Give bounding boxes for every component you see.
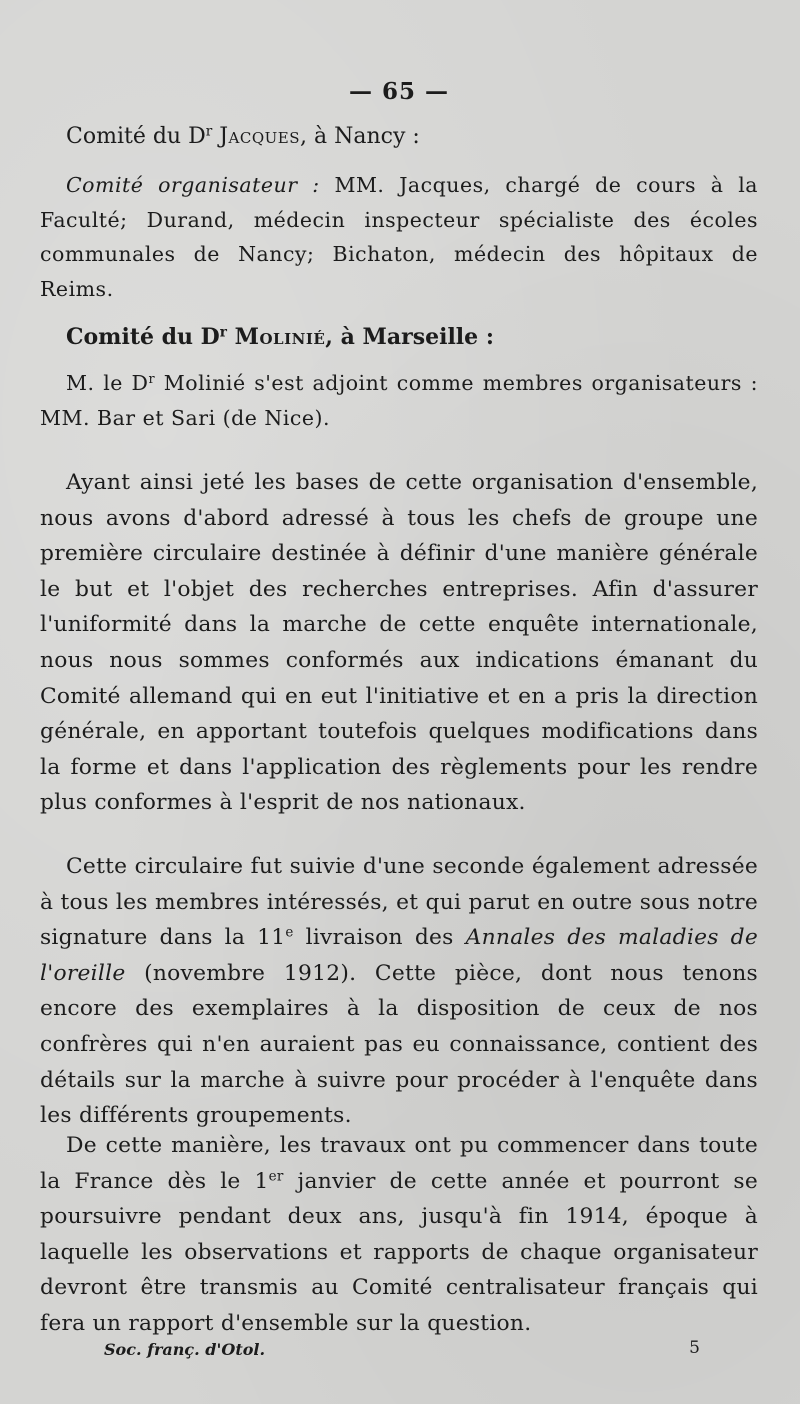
superscript: r [148,371,156,387]
paragraph-text: MM. Jacques, chargé de cours à la Faculté; Durand, médecin inspecteur spécialiste des écoles communales de Nancy; Bichaton, médecin des hôpitaux de Reims. [40,173,758,301]
paragraph-circulaire [40,849,758,1134]
title-superscript: r [205,123,213,140]
journal-title: Annales des maladies de l'oreille [40,925,758,986]
paragraph-organisation [40,465,758,821]
title-location: , à Marseille : [325,324,494,350]
footer-sheet-number: 5 [689,1338,700,1358]
page-number: — 65 — [348,78,450,105]
title-name: Jacques [219,124,301,149]
book-page [40,72,758,1392]
title-text: Comité du D [66,124,206,149]
paragraph-jacques-committee [40,168,758,306]
footer-signature: Soc. franç. d'Otol. [104,1340,266,1359]
paragraph-text: De cette manière, les travaux ont pu commencer dans toute la France dès le 1 [40,1133,758,1194]
section-title-jacques [66,124,420,149]
title-text: Comité du D [66,324,220,350]
paragraph-molinie-committee [40,366,758,435]
title-superscript: r [219,324,227,341]
title-location: , à Nancy : [300,124,420,149]
superscript: e [285,924,294,941]
paragraph-text: janvier de cette année et pourront se poursuivre pendant deux ans, jusqu'à fin 1914, époque à laquelle les observations et rapports de chaque organisateur devront être transmis au Comité centralisateur français qui fera un rapport d'ensemble sur la question. [40,1168,759,1336]
paragraph-text: Ayant ainsi jeté les bases de cette organisation d'ensemble, nous avons d'abord adressé à tous les chefs de groupe une première circulaire destinée à définir d'une manière générale le but et l'objet des recherches entreprises. Afin d'assurer l'uniformité dans la marche de cette enquête internationale, nous nous sommes conformés aux indications émanant du Comité allemand qui en eut l'initiative et en a pris la direction générale, en apportant toutefois quelques modifications dans la forme et dans l'application des règlements pour les rendre plus conformes à l'esprit de nos nationaux. [40,470,758,816]
paragraph-text: livraison des [293,925,466,951]
paragraph-text: (novembre 1912). Cette pièce, dont nous tenons encore des exemplaires à la disposition de ceux de nos confrères qui n'en auraient pas eu connaissance, contient des détails sur la marche à suivre pour procéder à l'enquête dans les différents groupements. [40,960,758,1129]
section-title-molinie [66,324,494,350]
paragraph-travaux [40,1128,758,1342]
paragraph-text: Molinié s'est adjoint comme membres organisateurs : MM. Bar et Sari (de Nice). [40,371,758,430]
paragraph-text: M. le D [66,371,149,395]
superscript: er [268,1168,284,1185]
italic-label: Comité organisateur : [66,173,320,197]
paragraph-text: Cette circulaire fut suivie d'une seconde également adressée à tous les membres intéressés, et qui parut en outre sous notre signature dans la 11 [40,854,758,951]
title-name: Molinié [234,324,326,350]
